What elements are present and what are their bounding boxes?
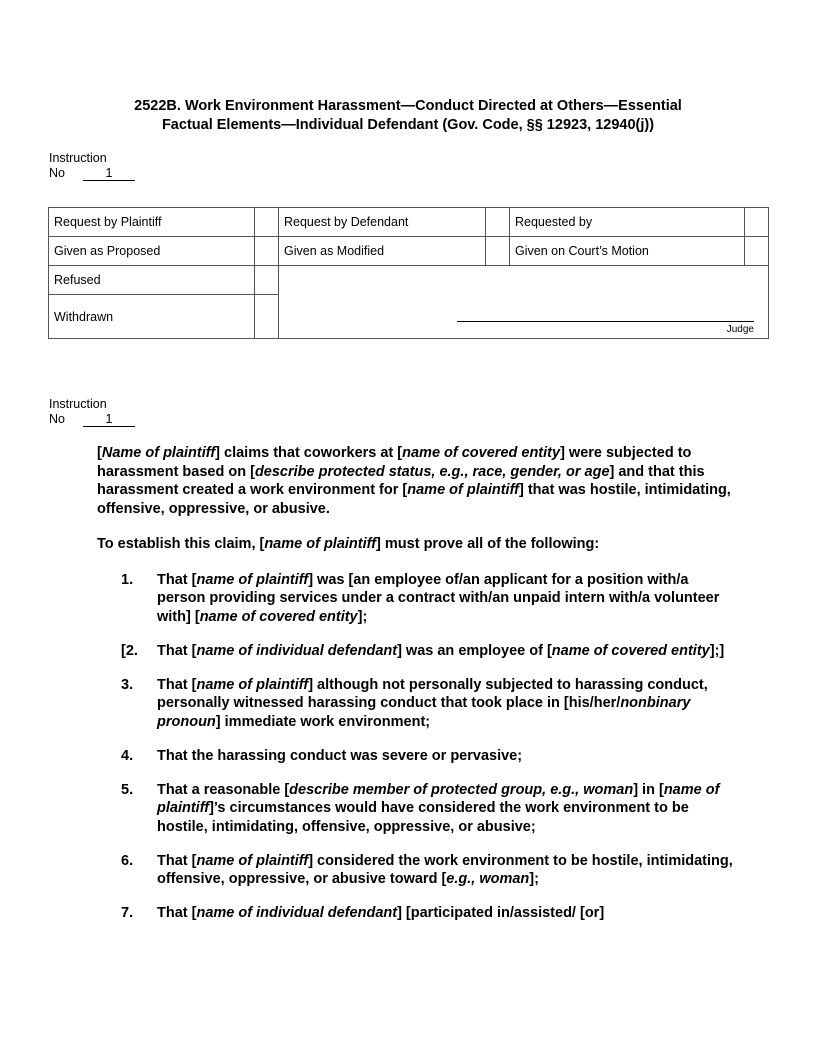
placeholder-text: name of individual defendant — [196, 905, 398, 921]
body-text: To establish this claim, [ — [97, 536, 265, 552]
body-text: That [ — [157, 571, 197, 588]
instruction-no-value-bottom: 1 — [83, 413, 135, 427]
instruction-label-bottom: Instruction — [49, 397, 107, 411]
item-number: 7. — [121, 905, 134, 921]
body-text: That the harassing conduct was severe or pervasive; — [157, 747, 523, 764]
list-item — [97, 676, 737, 732]
list-item — [97, 642, 737, 661]
instruction-label: Instruction — [49, 151, 107, 165]
request-by-plaintiff-checkbox[interactable] — [255, 208, 279, 237]
body-text: ] and that this harassment created a work environment for [ — [97, 463, 705, 498]
requested-by-checkbox[interactable] — [745, 208, 769, 237]
request-by-plaintiff-label: Request by Plaintiff — [49, 208, 255, 237]
withdrawn-checkbox[interactable] — [255, 295, 279, 339]
refused-label: Refused — [49, 266, 255, 295]
body-text: ] was [an employee of/an applicant for a position with/a person providing services under a contract with/an unpaid intern with/a volunteer with] [ — [157, 571, 720, 625]
placeholder-text: name of plaintiff — [264, 536, 377, 552]
body-text: That [ — [157, 642, 197, 659]
establish-paragraph — [97, 535, 737, 554]
instruction-body — [97, 444, 737, 938]
judge-signature-area — [279, 266, 769, 339]
no-label-bottom: No — [49, 412, 65, 426]
title-line-1: 2522B. Work Environment Harassment—Conduct Directed at Others—Essential — [134, 98, 682, 114]
list-item — [97, 747, 737, 766]
body-text: ] in [ — [633, 781, 664, 798]
request-by-defendant-checkbox[interactable] — [486, 208, 510, 237]
requested-by-label: Requested by — [510, 208, 745, 237]
list-item — [97, 852, 737, 889]
title-line-2: Factual Elements—Individual Defendant (Gov. Code, §§ 12923, 12940(j)) — [161, 117, 655, 133]
instruction-no-row-bottom — [49, 412, 135, 427]
body-text: ] immediate work environment; — [215, 713, 431, 730]
placeholder-text: name of plaintiff — [196, 852, 309, 869]
placeholder-text: describe member of protected group, e.g., woman — [289, 781, 634, 798]
instruction-no-row — [49, 166, 135, 181]
instruction-number-top — [49, 151, 135, 181]
given-as-modified-label: Given as Modified — [279, 237, 486, 266]
judge-signature-line[interactable] — [457, 321, 754, 322]
placeholder-text: e.g., woman — [446, 871, 530, 887]
body-text: ] must prove all of the following: — [376, 536, 600, 552]
item-number: [2. — [121, 642, 138, 659]
item-number: 3. — [121, 676, 134, 693]
instruction-number-bottom — [49, 397, 135, 427]
item-number: 5. — [121, 781, 134, 798]
elements-list — [97, 571, 737, 923]
placeholder-text: name of plaintiff — [196, 571, 309, 588]
list-item — [97, 904, 737, 923]
placeholder-text: Name of plaintiff — [101, 445, 216, 461]
placeholder-text: name of covered entity — [199, 608, 358, 625]
document-title — [60, 97, 756, 135]
body-text: ]; — [357, 608, 368, 625]
given-as-proposed-label: Given as Proposed — [49, 237, 255, 266]
body-text: ]; — [529, 871, 539, 887]
request-table — [48, 207, 769, 339]
instruction-no-value: 1 — [83, 167, 135, 181]
body-text: ] claims that coworkers at [ — [215, 445, 403, 461]
given-as-modified-checkbox[interactable] — [486, 237, 510, 266]
body-text: That [ — [157, 676, 197, 693]
placeholder-text: nonbinary pronoun — [157, 695, 691, 730]
placeholder-text: describe protected status, e.g., race, gender, or age — [254, 463, 610, 480]
body-text: ];] — [709, 642, 725, 659]
body-text: ] were subjected to harassment based on [ — [97, 445, 692, 480]
given-as-proposed-checkbox[interactable] — [255, 237, 279, 266]
body-text: ] although not personally subjected to harassing conduct, personally witnessed harassing conduct that took place in [his/her/ — [157, 676, 708, 711]
placeholder-text: name of individual defendant — [196, 642, 398, 659]
list-item — [97, 571, 737, 627]
body-text: ] that was hostile, intimidating, offensive, oppressive, or abusive. — [97, 482, 731, 517]
body-text: That [ — [157, 852, 197, 869]
item-number: 1. — [121, 571, 134, 588]
list-item — [97, 781, 737, 837]
body-text: ]’s circumstances would have considered the work environment to be hostile, intimidating, offensive, oppressive, or abusive; — [157, 800, 689, 835]
placeholder-text: name of covered entity — [551, 642, 710, 659]
placeholder-text: name of plaintiff — [407, 482, 519, 498]
body-text: That a reasonable [ — [157, 781, 290, 798]
request-by-defendant-label: Request by Defendant — [279, 208, 486, 237]
item-number: 4. — [121, 747, 134, 764]
item-number: 6. — [121, 852, 134, 869]
body-text: ] considered the work environment to be hostile, intimidating, offensive, oppressive, or abusive toward [ — [157, 852, 733, 887]
placeholder-text: name of plaintiff — [157, 781, 720, 816]
judge-label: Judge — [726, 324, 754, 335]
given-on-courts-motion-label: Given on Court’s Motion — [510, 237, 745, 266]
withdrawn-label: Withdrawn — [49, 295, 255, 339]
refused-checkbox[interactable] — [255, 266, 279, 295]
no-label: No — [49, 166, 65, 180]
claim-paragraph: [Name of plaintiff] claims that coworkers at [name of covered entity] were subjected to harassment based on [describe protected status, e.g., race, gender, or age] and that this harassment created a work environment for [name of plaintiff] that was hostile, intimidating, offensive, oppressive, or abusive. — [97, 445, 731, 517]
body-text: ] [participated in/assisted/ [or] — [397, 905, 605, 921]
given-on-courts-motion-checkbox[interactable] — [745, 237, 769, 266]
placeholder-text: name of covered entity — [402, 445, 561, 461]
body-text: ] was an employee of [ — [397, 642, 552, 659]
placeholder-text: name of plaintiff — [196, 676, 309, 693]
body-text: That [ — [157, 905, 197, 921]
